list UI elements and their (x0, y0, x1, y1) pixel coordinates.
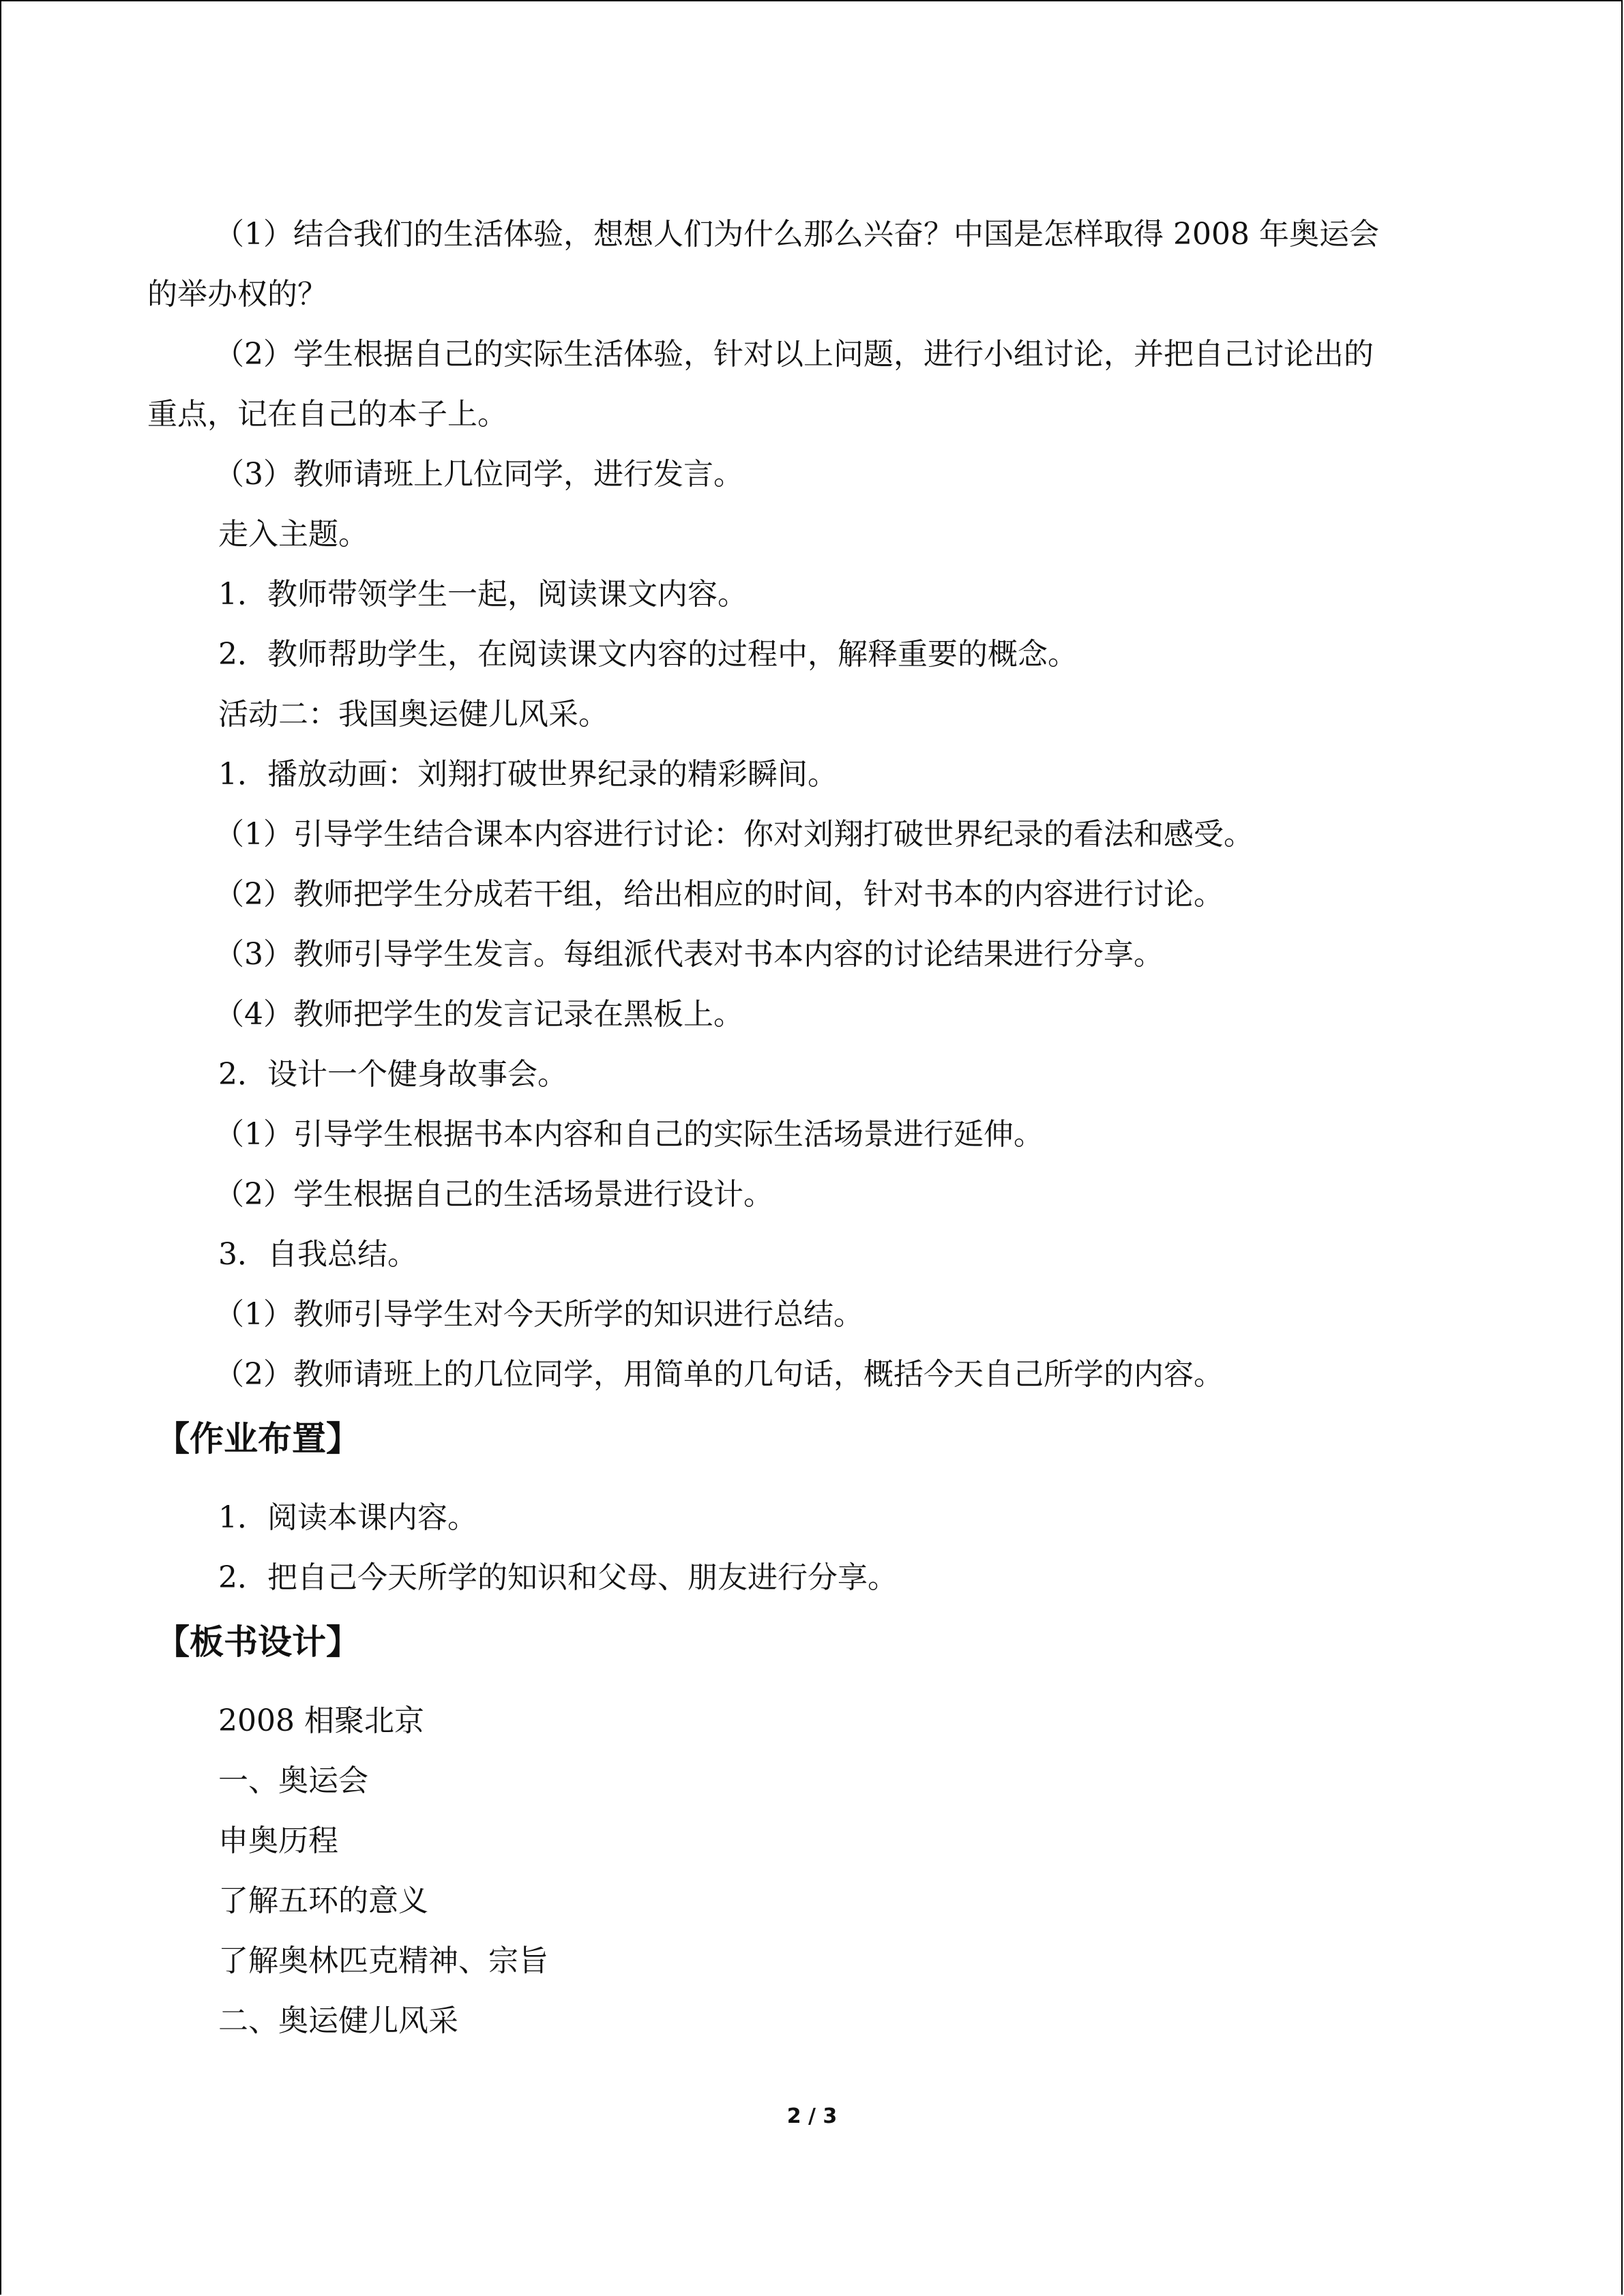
board-line: 了解五环的意义 (218, 1883, 428, 1918)
paragraph-line: （2）教师把学生分成若干组，给出相应的时间，针对书本的内容进行讨论。 (214, 877, 1224, 912)
paragraph-line: 活动二：我国奥运健儿风采。 (218, 697, 608, 732)
section-heading-homework: 【作业布置】 (156, 1419, 360, 1459)
paragraph-line: （3）教师引导学生发言。每组派代表对书本内容的讨论结果进行分享。 (214, 937, 1164, 972)
paragraph-line: 1．播放动画：刘翔打破世界纪录的精彩瞬间。 (218, 757, 838, 792)
spacer (147, 1676, 1484, 1691)
paragraph-line: （3）教师请班上几位同学，进行发言。 (214, 457, 743, 492)
board-line: 2008 相聚北京 (218, 1703, 424, 1738)
paragraph-line: （4）教师把学生的发言记录在黑板上。 (214, 997, 743, 1032)
page-number: 2 / 3 (786, 2104, 838, 2128)
document-body (147, 205, 1484, 2051)
paragraph-line: 重点，记在自己的本子上。 (147, 397, 507, 432)
paragraph-line: （1）教师引导学生对今天所学的知识进行总结。 (214, 1297, 863, 1332)
paragraph-line: 走入主题。 (218, 517, 368, 552)
paragraph-line: 的举办权的？ (147, 277, 327, 312)
paragraph-line: 2．教师帮助学生，在阅读课文内容的过程中，解释重要的概念。 (218, 637, 1078, 672)
section-heading-board: 【板书设计】 (156, 1622, 360, 1662)
paragraph-line: 2．设计一个健身故事会。 (218, 1057, 567, 1092)
paragraph-line: 1．教师带领学生一起，阅读课文内容。 (218, 577, 748, 612)
paragraph-line: 3．自我总结。 (218, 1237, 417, 1272)
board-line: 二、奥运健儿风采 (218, 2003, 458, 2038)
homework-line: 1．阅读本课内容。 (218, 1500, 477, 1535)
paragraph-line: （1）引导学生结合课本内容进行讨论：你对刘翔打破世界纪录的看法和感受。 (214, 817, 1254, 852)
paragraph-line: （2）教师请班上的几位同学，用简单的几句话，概括今天自己所学的内容。 (214, 1357, 1224, 1392)
board-line: 一、奥运会 (218, 1763, 368, 1798)
paragraph-line: （2）学生根据自己的生活场景进行设计。 (214, 1177, 773, 1212)
paragraph-line: （1）结合我们的生活体验，想想人们为什么那么兴奋？中国是怎样取得 2008 年奥运会 (214, 217, 1379, 252)
homework-line: 2．把自己今天所学的知识和父母、朋友进行分享。 (218, 1560, 898, 1595)
board-line: 了解奥林匹克精神、宗旨 (218, 1943, 548, 1978)
board-line: 申奥历程 (218, 1823, 338, 1858)
spacer (147, 1473, 1484, 1488)
paragraph-line: （2）学生根据自己的实际生活体验，针对以上问题，进行小组讨论，并把自己讨论出的 (214, 337, 1374, 372)
paragraph-line: （1）引导学生根据书本内容和自己的实际生活场景进行延伸。 (214, 1117, 1044, 1152)
